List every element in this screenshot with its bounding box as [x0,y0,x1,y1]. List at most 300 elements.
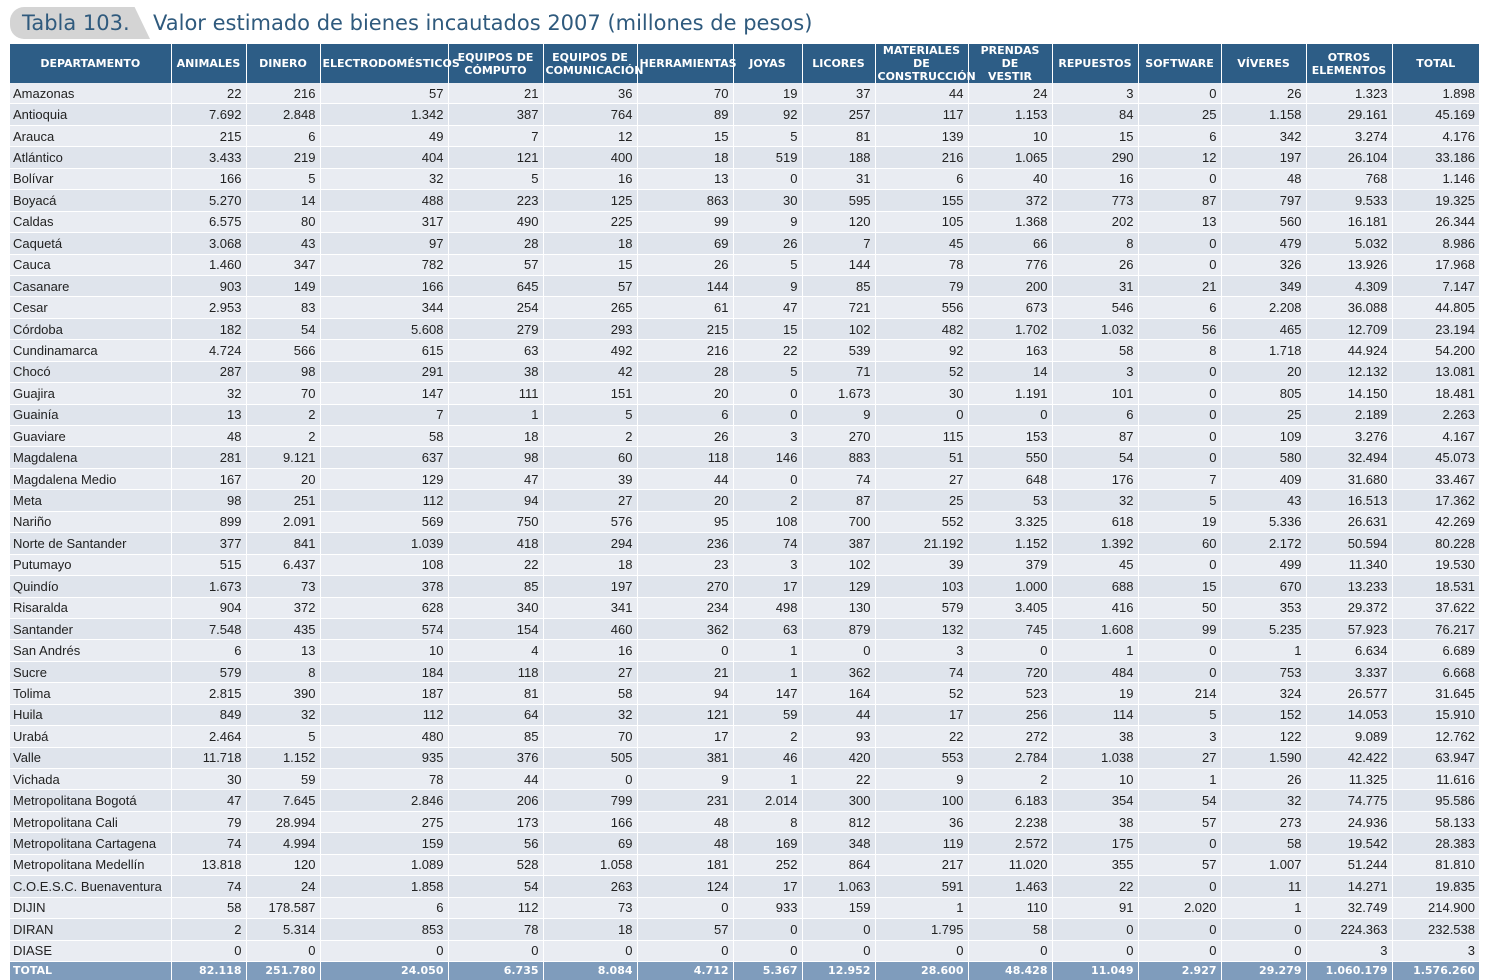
value-cell: 11.718 [171,747,246,768]
value-cell: 435 [246,618,320,639]
column-header-line: PRENDAS DE [980,44,1040,70]
value-cell: 129 [802,576,875,597]
value-cell: 18 [448,426,543,447]
value-cell: 0 [733,383,802,404]
value-cell: 13.233 [1306,576,1392,597]
value-cell: 381 [637,747,733,768]
value-cell: 3 [1306,940,1392,961]
value-cell: 342 [1221,125,1306,146]
value-cell: 0 [968,404,1052,425]
value-cell: 132 [875,618,968,639]
table-body [10,83,1479,961]
value-cell: 120 [246,854,320,875]
value-cell: 79 [171,811,246,832]
value-cell: 6 [246,125,320,146]
value-cell: 17 [875,704,968,725]
value-cell: 12.762 [1392,726,1479,747]
value-cell: 291 [320,361,448,382]
column-header-line: COMUNICACIÓN [545,63,644,77]
value-cell: 0 [637,897,733,918]
value-cell: 108 [320,554,448,575]
value-cell: 12.132 [1306,361,1392,382]
table-number: Tabla 103. [22,11,130,35]
value-cell: 9 [733,275,802,296]
value-cell: 48 [637,833,733,854]
value-cell: 70 [543,726,637,747]
value-cell: 0 [1138,661,1221,682]
value-cell: 1.673 [171,576,246,597]
department-cell: Caquetá [10,233,171,254]
value-cell: 42.269 [1392,511,1479,532]
value-cell: 19.325 [1392,190,1479,211]
value-cell: 31.645 [1392,683,1479,704]
value-cell: 20 [1221,361,1306,382]
value-cell: 17 [733,876,802,897]
column-header [875,44,976,83]
value-cell: 22 [875,726,968,747]
value-cell: 111 [448,383,543,404]
value-cell: 78 [320,769,448,790]
value-cell: 24 [246,876,320,897]
value-cell: 5.314 [246,919,320,940]
value-cell: 69 [637,233,733,254]
value-cell: 224.363 [1306,919,1392,940]
value-cell: 13 [637,168,733,189]
value-cell: 63 [733,618,802,639]
value-cell: 102 [802,318,875,339]
value-cell: 353 [1221,597,1306,618]
value-cell: 175 [1052,833,1138,854]
value-cell: 3 [1052,361,1138,382]
value-cell: 270 [802,426,875,447]
value-cell: 6.668 [1392,661,1479,682]
value-cell: 409 [1221,468,1306,489]
value-cell: 9.121 [246,447,320,468]
value-cell: 499 [1221,554,1306,575]
value-cell: 46 [733,747,802,768]
value-cell: 57 [1138,811,1221,832]
value-cell: 44 [802,704,875,725]
value-cell: 60 [543,447,637,468]
value-cell: 2.953 [171,297,246,318]
value-cell: 3.325 [968,511,1052,532]
value-cell: 2.014 [733,790,802,811]
value-cell: 569 [320,511,448,532]
value-cell: 648 [968,468,1052,489]
value-cell: 80.228 [1392,533,1479,554]
value-cell: 2 [733,490,802,511]
value-cell: 0 [1138,383,1221,404]
value-cell: 223 [448,190,543,211]
value-cell: 1.153 [968,104,1052,125]
value-cell: 58 [171,897,246,918]
value-cell: 0 [171,940,246,961]
value-cell: 552 [875,511,968,532]
value-cell: 60 [1138,533,1221,554]
value-cell: 8 [246,661,320,682]
department-cell: Metropolitana Medellín [10,854,171,875]
value-cell: 151 [543,383,637,404]
value-cell: 2.208 [1221,297,1306,318]
value-cell: 0 [1138,426,1221,447]
value-cell: 0 [802,919,875,940]
column-header-line: EQUIPOS DE [552,50,628,64]
value-cell: 0 [733,919,802,940]
department-cell: Tolima [10,683,171,704]
value-cell: 2.572 [968,833,1052,854]
value-cell: 30 [875,383,968,404]
value-cell: 5.032 [1306,233,1392,254]
value-cell: 293 [543,318,637,339]
value-cell: 153 [968,426,1052,447]
value-cell: 43 [1221,490,1306,511]
value-cell: 105 [875,211,968,232]
table-row [10,147,1479,168]
value-cell: 3 [1052,83,1138,104]
value-cell: 26 [637,426,733,447]
value-cell: 63.947 [1392,747,1479,768]
value-cell: 152 [1221,704,1306,725]
department-cell: DIASE [10,940,171,961]
value-cell: 39 [875,554,968,575]
value-cell: 7 [1138,468,1221,489]
value-cell: 40 [968,168,1052,189]
value-cell: 17.362 [1392,490,1479,511]
value-cell: 42 [543,361,637,382]
value-cell: 19 [1138,511,1221,532]
value-cell: 26.631 [1306,511,1392,532]
value-cell: 7.692 [171,104,246,125]
value-cell: 3.433 [171,147,246,168]
value-cell: 25 [875,490,968,511]
value-cell: 863 [637,190,733,211]
value-cell: 31 [802,168,875,189]
value-cell: 57 [637,919,733,940]
value-cell: 176 [1052,468,1138,489]
value-cell: 8 [1052,233,1138,254]
value-cell: 4.724 [171,340,246,361]
column-header-line: ELEMENTOS [1311,63,1387,77]
value-cell: 27 [1138,747,1221,768]
value-cell: 38 [448,361,543,382]
value-cell: 372 [246,597,320,618]
value-cell: 372 [968,190,1052,211]
value-cell: 6.689 [1392,640,1479,661]
value-cell: 19 [733,83,802,104]
department-cell: Urabá [10,726,171,747]
value-cell: 2.189 [1306,404,1392,425]
value-cell: 0 [733,404,802,425]
value-cell: 146 [733,447,802,468]
value-cell: 16.181 [1306,211,1392,232]
department-cell: Santander [10,618,171,639]
value-cell: 103 [875,576,968,597]
value-cell: 5 [246,726,320,747]
value-cell: 159 [320,833,448,854]
value-cell: 348 [802,833,875,854]
value-cell: 670 [1221,576,1306,597]
column-header-line: CONSTRUCCIÓN [877,70,976,83]
value-cell: 17 [733,576,802,597]
value-cell: 750 [448,511,543,532]
value-cell: 1.032 [1052,318,1138,339]
column-header-line: DEPARTAMENTO [40,57,141,70]
value-cell: 38 [1052,726,1138,747]
table-row [10,683,1479,704]
value-cell: 19.835 [1392,876,1479,897]
value-cell: 26 [1221,769,1306,790]
value-cell: 51.244 [1306,854,1392,875]
value-cell: 10 [320,640,448,661]
value-cell: 159 [802,897,875,918]
value-cell: 52 [875,683,968,704]
value-cell: 0 [1138,833,1221,854]
value-cell: 44.805 [1392,297,1479,318]
value-cell: 16 [543,168,637,189]
table-row [10,490,1479,511]
total-cell: 4.712 [637,961,733,980]
value-cell: 15.910 [1392,704,1479,725]
value-cell: 9 [637,769,733,790]
department-cell: Huila [10,704,171,725]
value-cell: 125 [543,190,637,211]
table-row [10,618,1479,639]
value-cell: 87 [802,490,875,511]
value-cell: 273 [1221,811,1306,832]
value-cell: 1 [875,897,968,918]
value-cell: 0 [1221,919,1306,940]
value-cell: 121 [637,704,733,725]
value-cell: 0 [1138,361,1221,382]
value-cell: 4.167 [1392,426,1479,447]
value-cell: 935 [320,747,448,768]
value-cell: 1.898 [1392,83,1479,104]
value-cell: 78 [875,254,968,275]
value-cell: 324 [1221,683,1306,704]
value-cell: 2.784 [968,747,1052,768]
value-cell: 281 [171,447,246,468]
value-cell: 54 [448,876,543,897]
value-cell: 0 [1138,447,1221,468]
value-cell: 1.342 [320,104,448,125]
value-cell: 753 [1221,661,1306,682]
value-cell: 44.924 [1306,340,1392,361]
value-cell: 63 [448,340,543,361]
value-cell: 0 [543,940,637,961]
title-bar [10,5,1476,41]
value-cell: 56 [448,833,543,854]
department-cell: Guainía [10,404,171,425]
value-cell: 0 [875,404,968,425]
department-cell: Amazonas [10,83,171,104]
column-header [448,44,543,83]
column-header-line: REPUESTOS [1058,57,1132,70]
table-row [10,897,1479,918]
value-cell: 217 [875,854,968,875]
value-cell: 492 [543,340,637,361]
table-row [10,168,1479,189]
value-cell: 853 [320,919,448,940]
column-header [10,44,171,83]
value-cell: 0 [802,640,875,661]
value-cell: 376 [448,747,543,768]
total-cell: 2.927 [1138,961,1221,980]
table-row [10,254,1479,275]
value-cell: 15 [1138,576,1221,597]
value-cell: 85 [448,726,543,747]
value-cell: 95.586 [1392,790,1479,811]
value-cell: 0 [1138,940,1221,961]
value-cell: 465 [1221,318,1306,339]
value-cell: 3.068 [171,233,246,254]
value-cell: 1.608 [1052,618,1138,639]
table-row [10,640,1479,661]
value-cell: 11.616 [1392,769,1479,790]
value-cell: 0 [733,468,802,489]
value-cell: 154 [448,618,543,639]
total-cell: 5.367 [733,961,802,980]
value-cell: 0 [637,940,733,961]
value-cell: 550 [968,447,1052,468]
value-cell: 2.263 [1392,404,1479,425]
value-cell: 2 [968,769,1052,790]
department-cell: DIJIN [10,897,171,918]
value-cell: 0 [320,940,448,961]
value-cell: 355 [1052,854,1138,875]
value-cell: 100 [875,790,968,811]
value-cell: 37.622 [1392,597,1479,618]
value-cell: 27 [875,468,968,489]
value-cell: 232.538 [1392,919,1479,940]
table-row [10,383,1479,404]
value-cell: 54 [1052,447,1138,468]
value-cell: 120 [802,211,875,232]
value-cell: 0 [1138,876,1221,897]
value-cell: 11.325 [1306,769,1392,790]
value-cell: 6 [171,640,246,661]
value-cell: 26 [733,233,802,254]
value-cell: 0 [802,940,875,961]
value-cell: 5 [448,168,543,189]
value-cell: 340 [448,597,543,618]
value-cell: 58 [1221,833,1306,854]
value-cell: 579 [171,661,246,682]
value-cell: 147 [733,683,802,704]
total-row [10,961,1479,980]
value-cell: 206 [448,790,543,811]
value-cell: 61 [637,297,733,318]
column-header [802,44,875,83]
value-cell: 117 [875,104,968,125]
column-header [733,44,802,83]
value-cell: 3 [1392,940,1479,961]
value-cell: 6 [1052,404,1138,425]
value-cell: 17.968 [1392,254,1479,275]
table-row [10,190,1479,211]
value-cell: 1.039 [320,533,448,554]
value-cell: 5 [246,168,320,189]
value-cell: 1.463 [968,876,1052,897]
value-cell: 20 [637,490,733,511]
value-cell: 19.542 [1306,833,1392,854]
value-cell: 50 [1138,597,1221,618]
value-cell: 14 [968,361,1052,382]
value-cell: 1.392 [1052,533,1138,554]
value-cell: 216 [637,340,733,361]
value-cell: 118 [448,661,543,682]
value-cell: 14.150 [1306,383,1392,404]
value-cell: 167 [171,468,246,489]
value-cell: 71 [802,361,875,382]
value-cell: 121 [448,147,543,168]
value-cell: 76.217 [1392,618,1479,639]
value-cell: 26 [1221,83,1306,104]
value-cell: 15 [733,318,802,339]
value-cell: 560 [1221,211,1306,232]
value-cell: 32.749 [1306,897,1392,918]
value-cell: 1.718 [1221,340,1306,361]
value-cell: 10 [968,125,1052,146]
value-cell: 44 [448,769,543,790]
value-cell: 879 [802,618,875,639]
value-cell: 147 [320,383,448,404]
table-row [10,125,1479,146]
value-cell: 1 [733,769,802,790]
header-row [10,44,1479,83]
value-cell: 2.848 [246,104,320,125]
value-cell: 2 [246,404,320,425]
value-cell: 47 [171,790,246,811]
department-cell: Arauca [10,125,171,146]
value-cell: 74 [733,533,802,554]
value-cell: 26 [637,254,733,275]
value-cell: 92 [733,104,802,125]
value-cell: 6.183 [968,790,1052,811]
value-cell: 94 [448,490,543,511]
column-header [1052,44,1138,83]
value-cell: 26.104 [1306,147,1392,168]
value-cell: 1.795 [875,919,968,940]
department-cell: Antioquia [10,104,171,125]
value-cell: 13.818 [171,854,246,875]
value-cell: 98 [171,490,246,511]
value-cell: 25 [1138,104,1221,125]
value-cell: 18.481 [1392,383,1479,404]
value-cell: 58 [320,426,448,447]
value-cell: 44 [637,468,733,489]
value-cell: 849 [171,704,246,725]
department-cell: Caldas [10,211,171,232]
department-cell: Vichada [10,769,171,790]
value-cell: 418 [448,533,543,554]
value-cell: 32 [543,704,637,725]
value-cell: 2.238 [968,811,1052,832]
value-cell: 1.146 [1392,168,1479,189]
value-cell: 200 [968,275,1052,296]
value-cell: 591 [875,876,968,897]
value-cell: 56 [1138,318,1221,339]
total-label: TOTAL [10,961,171,980]
value-cell: 102 [802,554,875,575]
value-cell: 27 [543,661,637,682]
value-cell: 745 [968,618,1052,639]
value-cell: 6 [1138,125,1221,146]
value-cell: 5 [543,404,637,425]
total-cell: 11.049 [1052,961,1138,980]
value-cell: 539 [802,340,875,361]
value-cell: 16 [543,640,637,661]
value-cell: 904 [171,597,246,618]
